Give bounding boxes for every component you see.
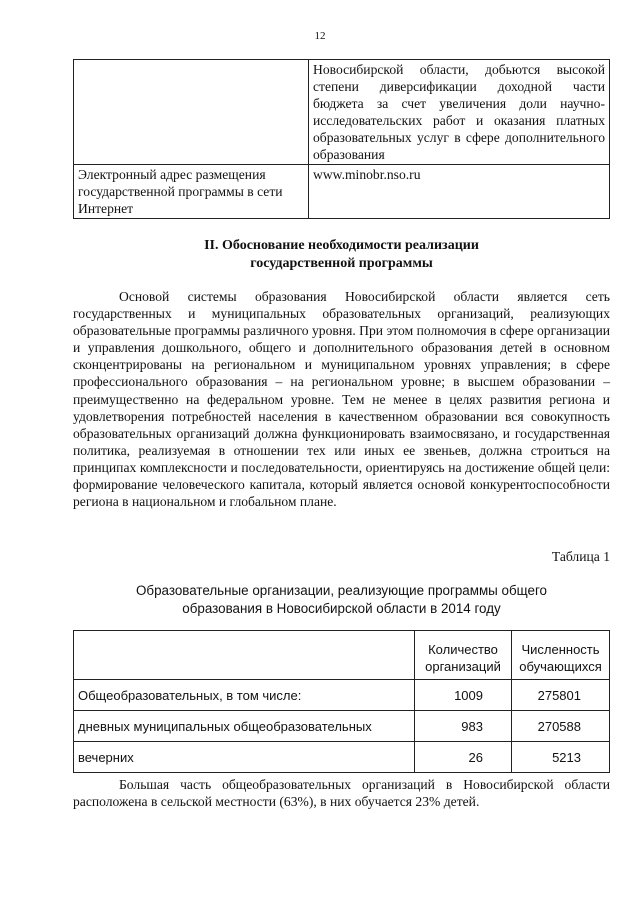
table-row [74,711,610,742]
passport-label-cell [74,60,309,165]
table-header-row [74,631,610,680]
row-orgs: 26 [415,742,512,773]
table-label: Таблица 1 [551,549,610,564]
row-name: Общеобразовательных, в том числе: [74,680,415,711]
section-heading [73,237,610,273]
website-address: www.minobr.nso.ru [309,165,610,219]
table-row [74,742,610,773]
passport-label-cell: Электронный адрес размещения государственной программы в сети Интернет [74,165,309,219]
row-name: вечерних [74,742,415,773]
row-name: дневных муниципальных общеобразовательных [74,711,415,742]
header-students: Численность обучающихся [512,631,610,680]
table-row [74,680,610,711]
section-heading-line2: государственной программы [250,256,433,271]
page-number: 12 [314,30,326,42]
row-orgs: 1009 [415,680,512,711]
program-passport-table [73,59,610,219]
schools-table [73,630,610,773]
table-row [74,60,610,165]
row-students: 5213 [512,742,610,773]
passport-value-cell: Новосибирской области, добьются высокой степени диверсификации доходной части бюджета за счет увеличения доли научно-исследовательских работ и оказания платных образовательных услуг в сфере дополнительного образования [309,60,610,165]
header-name [74,631,415,680]
row-orgs: 983 [415,711,512,742]
table-caption-line2: образования в Новосибирской области в 2014 году [182,601,501,616]
body-paragraph-2: Большая часть общеобразовательных организаций в Новосибирской области расположена в сельской местности (63%), в них обучается 23% детей. [73,777,610,810]
header-orgs: Количество организаций [415,631,512,680]
table-caption [73,582,610,618]
body-paragraph-1: Основой системы образования Новосибирской области является сеть государственных и муниципальных образовательных организаций, реализующих образовательные программы различного уровня. При этом полномочия в сфере организации и управления дошкольного, общего и дополнительного образования детей в основном сконцентрированы на региональном и муниципальном уровнях управления; в сфере профессионального образования – на региональном уровне; в высшем образовании – преимущественно на федеральном уровне. Тем не менее в целях развития региона и удовлетворения потребностей населения в качественном образовании вся совокупность образовательных организаций должна функционировать взаимосвязано, и государственная политика, реализуемая в отношении тех или иных ее звеньев, должна строиться на принципах комплексности и последовательности, ориентируясь на достижение общей цели: формирование человеческого капитала, который является основой конкурентоспособности региона в национальном и глобальном плане. [73,289,610,510]
table-row [74,165,610,219]
row-students: 270588 [512,711,610,742]
row-students: 275801 [512,680,610,711]
section-heading-line1: II. Обоснование необходимости реализации [204,238,479,253]
table-caption-line1: Образовательные организации, реализующие программы общего [136,583,547,598]
